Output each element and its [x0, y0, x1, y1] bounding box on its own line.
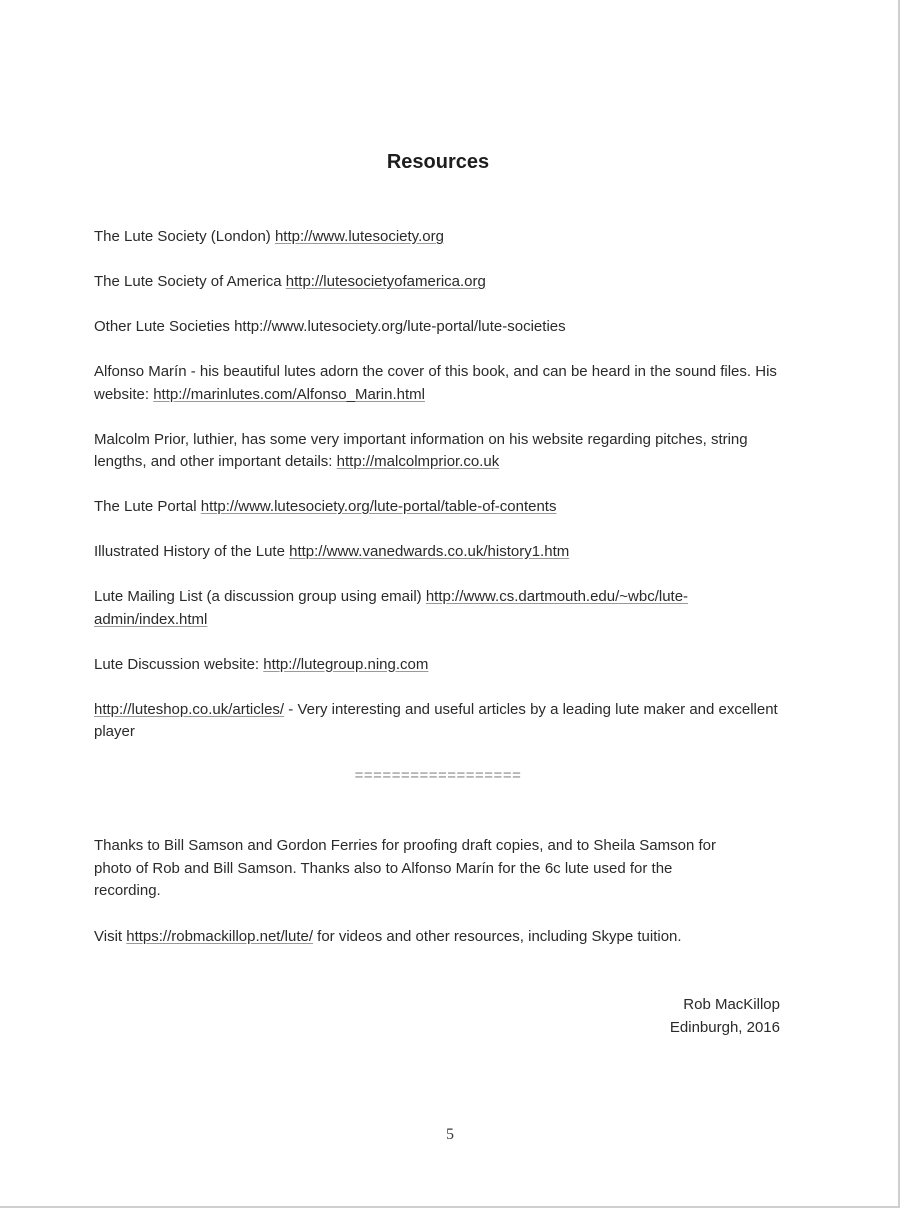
signature-block	[670, 994, 780, 1039]
author-name: Rob MacKillop	[683, 996, 780, 1013]
resource-link[interactable]: http://lutesocietyofamerica.org	[285, 273, 486, 290]
resource-link[interactable]: http://malcolmprior.co.uk	[336, 453, 500, 470]
resource-link[interactable]: http://www.cs.dartmouth.edu/~wbc/lute-admin/index.html	[94, 588, 689, 628]
visit-suffix: for videos and other resources, including Skype tuition.	[313, 928, 682, 945]
resource-link[interactable]: http://luteshop.co.uk/articles/	[94, 700, 285, 718]
resource-item	[94, 226, 794, 249]
website-link[interactable]: https://robmackillop.net/lute/	[126, 928, 313, 945]
resource-item	[94, 586, 794, 631]
resource-item	[94, 699, 794, 744]
page-number: 5	[446, 1126, 454, 1143]
resource-description: Other Lute Societies	[94, 318, 235, 335]
resource-item	[94, 361, 794, 406]
resource-link[interactable]: http://www.lutesociety.org/lute-portal/table-of-contents	[200, 498, 557, 515]
resource-description: - Very interesting and useful articles by a leading lute maker and excellent player	[94, 700, 778, 740]
place-date: Edinburgh, 2016	[669, 1018, 780, 1036]
resource-item	[94, 654, 794, 677]
resource-description: The Lute Portal	[94, 498, 201, 515]
resource-item	[94, 271, 794, 294]
resources-list	[94, 226, 794, 766]
resource-link-text: http://www.lutesociety.org/lute-portal/lute-societies	[234, 318, 566, 335]
resource-link[interactable]: http://www.vanedwards.co.uk/history1.htm	[289, 543, 570, 560]
resource-link[interactable]: http://lutegroup.ning.com	[263, 655, 429, 673]
resource-description: Illustrated History of the Lute	[94, 543, 290, 560]
resource-link[interactable]: http://marinlutes.com/Alfonso_Marin.html	[153, 385, 425, 403]
page-title: Resources	[386, 151, 490, 173]
resource-description: Alfonso Marín - his beautiful lutes adorn the cover of this book, and can be heard in the sound files. His website:	[94, 363, 777, 403]
visit-paragraph	[94, 926, 794, 949]
resource-item	[94, 316, 794, 339]
visit-prefix: Visit	[94, 928, 127, 945]
resource-item	[94, 541, 794, 564]
section-separator: ==================	[354, 767, 522, 784]
resource-description: The Lute Society of America	[94, 273, 286, 290]
resource-description: The Lute Society (London)	[94, 228, 275, 245]
resource-link[interactable]: http://www.lutesociety.org	[274, 228, 444, 245]
resource-item	[94, 429, 794, 474]
resource-description: Lute Discussion website:	[94, 655, 264, 673]
resource-description: Malcolm Prior, luthier, has some very important information on his website regarding pitches, string lengths, and other important details:	[94, 430, 748, 470]
acknowledgements-paragraph: Thanks to Bill Samson and Gordon Ferries for proofing draft copies, and to Sheila Samson for photo of Rob and Bill Samson. Thanks also to Alfonso Marín for the 6c lute used for the recording.	[94, 837, 716, 899]
resource-description: Lute Mailing List (a discussion group using email)	[94, 588, 426, 605]
resource-item	[94, 496, 794, 519]
